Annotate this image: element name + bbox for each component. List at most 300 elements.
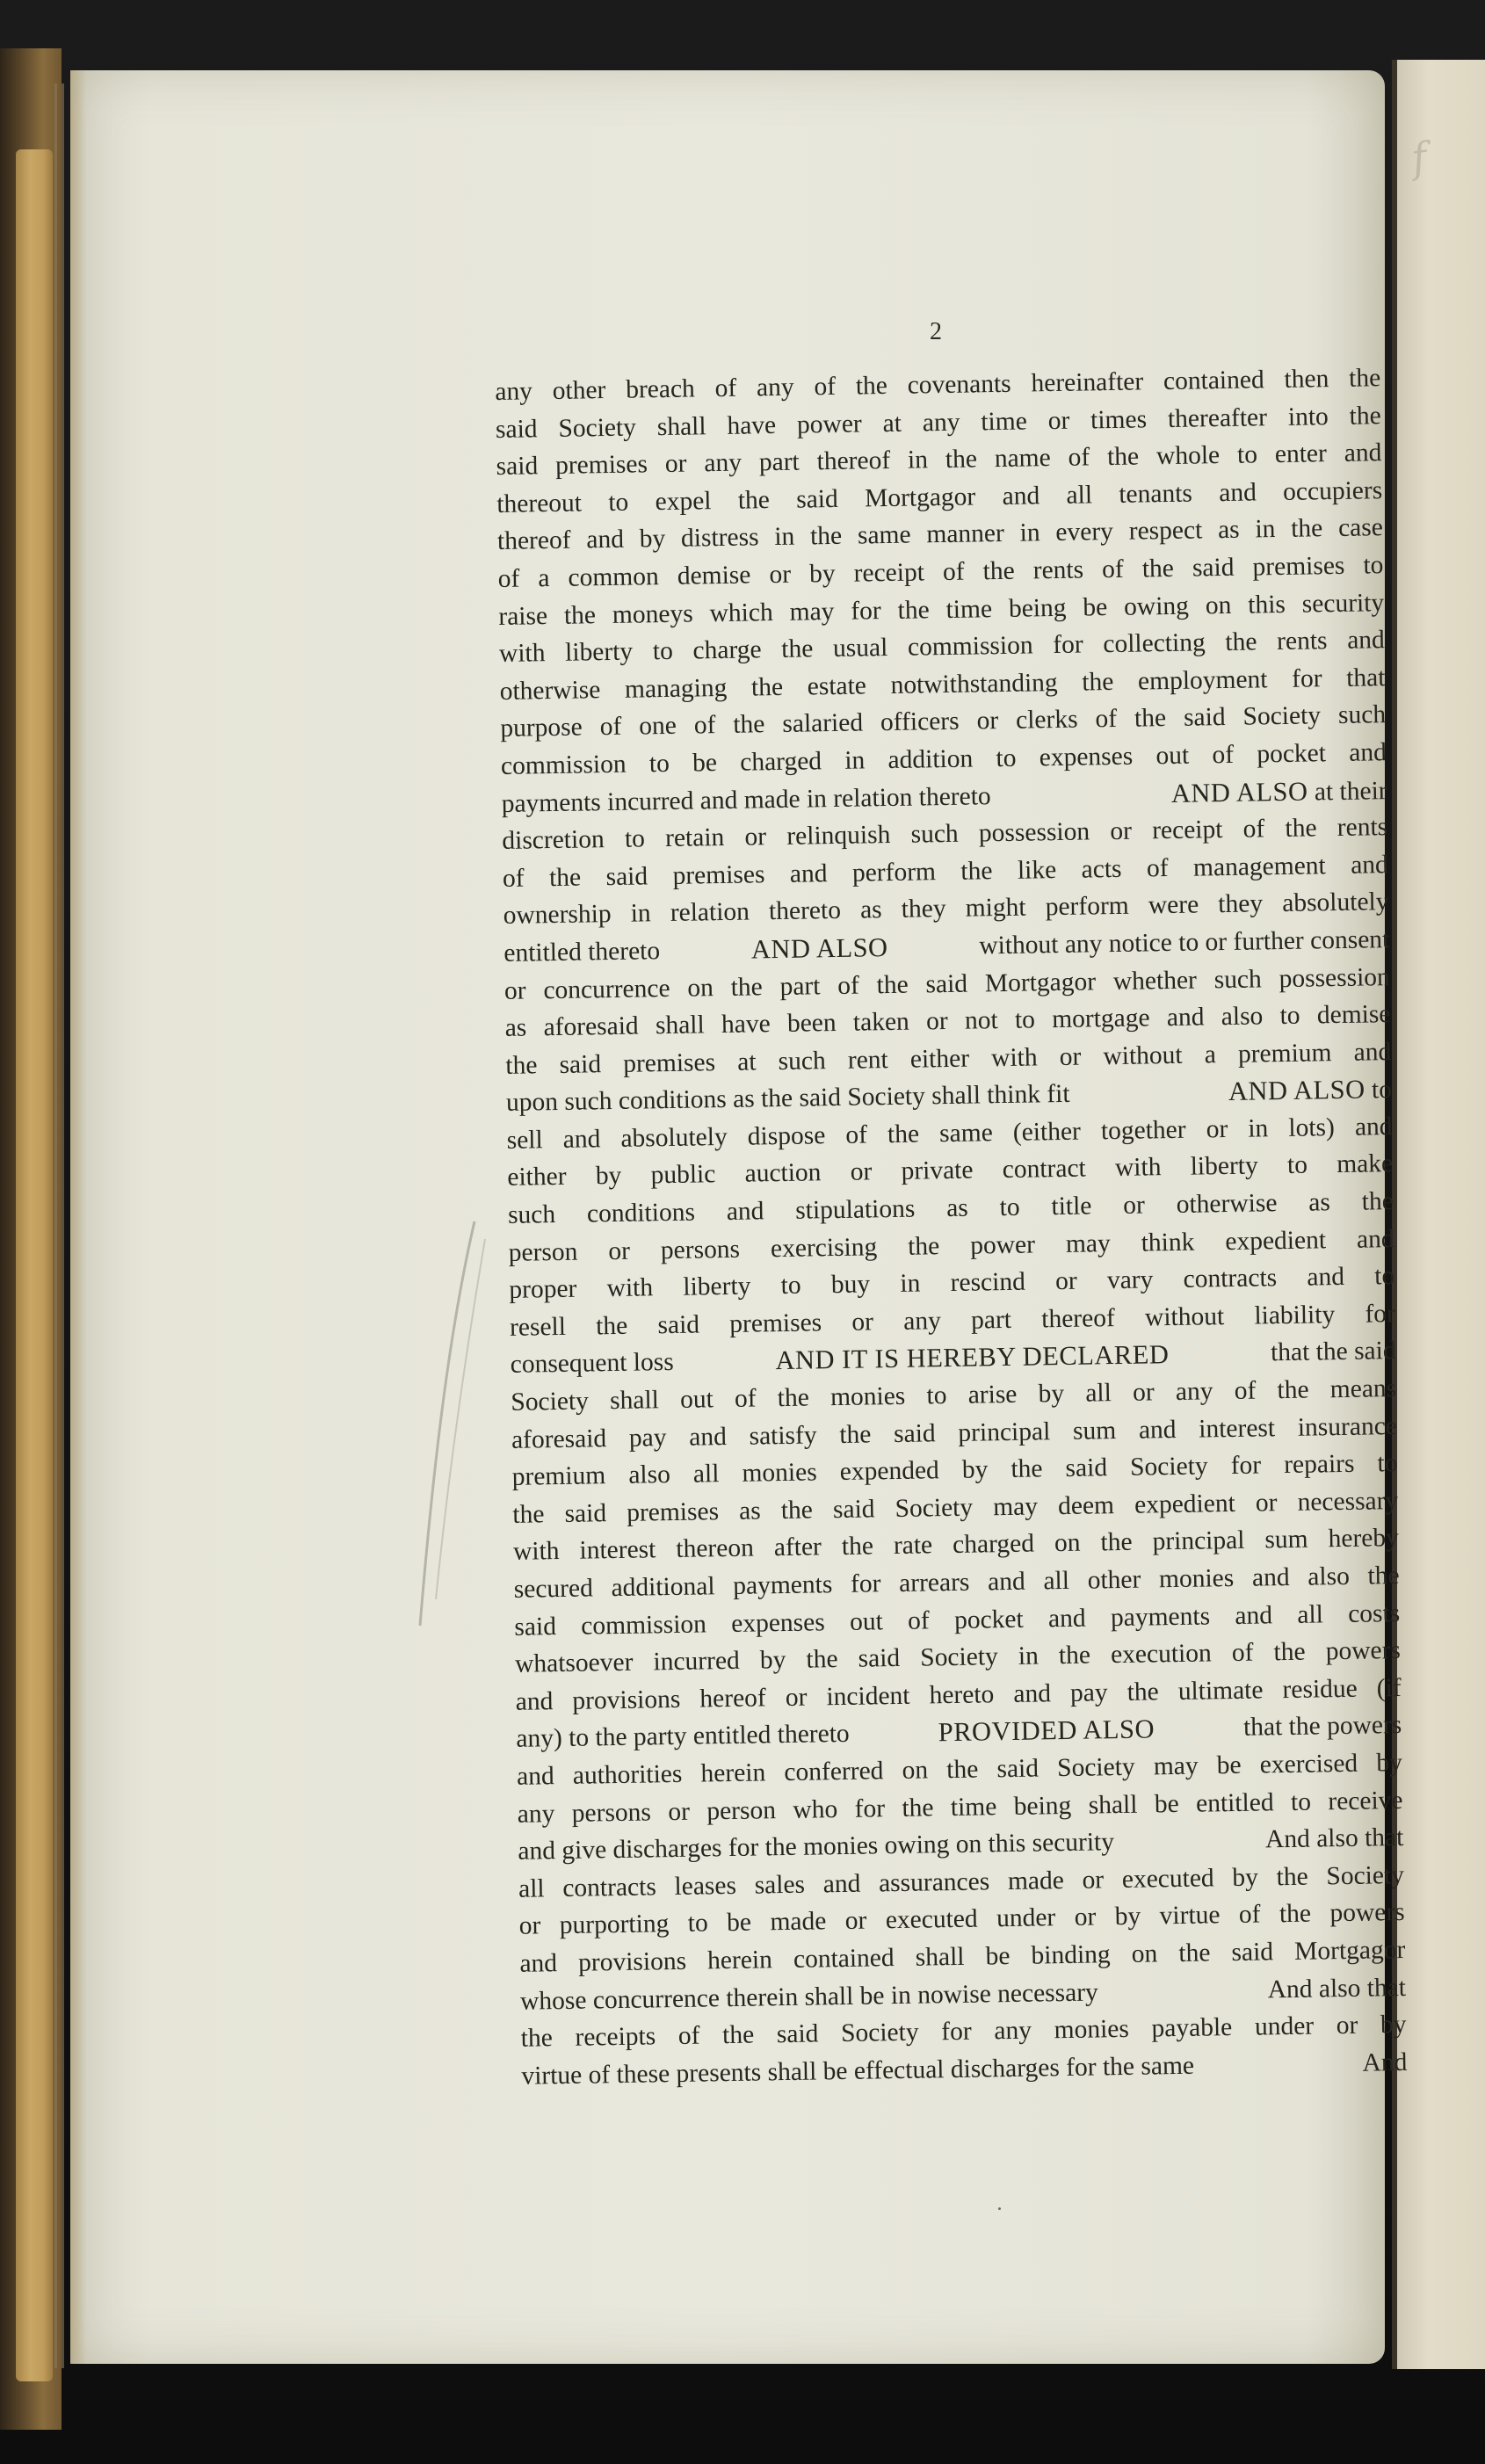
word: binding [1031, 1940, 1111, 1970]
word: out [849, 1606, 884, 1636]
word: or [1110, 816, 1133, 846]
word: aforesaid [543, 1011, 639, 1042]
word: arrears [898, 1568, 970, 1598]
word: expedient [1134, 1489, 1236, 1519]
word: relinquish [786, 821, 891, 851]
word: any [1175, 1377, 1213, 1407]
word: stipulations [795, 1194, 916, 1225]
word: the [1134, 704, 1167, 733]
word: or [1206, 1114, 1228, 1144]
word: rescind [950, 1267, 1026, 1298]
word: also [1308, 1562, 1351, 1591]
word: and [1350, 850, 1389, 880]
word: of [1242, 815, 1265, 844]
word: charged [739, 747, 822, 777]
word: payments [1110, 1601, 1211, 1632]
word: or [785, 1683, 808, 1712]
word: for [851, 596, 881, 626]
word: for [850, 1569, 881, 1598]
word: they [901, 895, 946, 924]
word: the [505, 1051, 538, 1080]
word: contained [1163, 366, 1264, 396]
word: the [897, 595, 930, 625]
word: expel [655, 486, 712, 516]
word: under [996, 1903, 1056, 1933]
word: and [1356, 1224, 1394, 1254]
word: to [1014, 1005, 1036, 1034]
word: in [1018, 1641, 1040, 1671]
word: the [809, 522, 843, 551]
word: also [1221, 1002, 1264, 1032]
page-gutter-shadow [70, 70, 86, 2364]
page-stack-edge [62, 83, 64, 2368]
word: to [1377, 1449, 1398, 1478]
word: receipt [1151, 815, 1223, 845]
word: said [564, 1498, 607, 1528]
text-segment: payments incurred and made in relation thereto [501, 781, 991, 818]
word: deem [1057, 1490, 1115, 1520]
word: for [854, 1794, 886, 1823]
word: of [1231, 1638, 1254, 1668]
text-segment: upon such conditions as the said Society shall think fit [505, 1080, 1070, 1118]
word: any [994, 2016, 1032, 2046]
word: the [876, 970, 909, 999]
word: by [1114, 1902, 1141, 1931]
word: vary [1106, 1265, 1154, 1295]
word: to [1290, 1787, 1312, 1816]
word: of [599, 713, 622, 742]
word: also [628, 1460, 671, 1489]
word: case [1337, 513, 1384, 543]
text-segment: without any notice to or further consent [979, 924, 1390, 960]
text-segment: And also that [1264, 1823, 1404, 1854]
word: notwithstanding [890, 668, 1058, 699]
word: shall [655, 1011, 705, 1040]
word: whole [1155, 441, 1221, 471]
word: and [1307, 1263, 1345, 1292]
word: additional [611, 1572, 715, 1603]
word: and [1002, 482, 1040, 511]
word: such [1213, 964, 1263, 994]
text-segment: that the powers [1242, 1711, 1402, 1743]
word: possession [1279, 962, 1391, 993]
word: thereof [816, 446, 891, 476]
word: the [1141, 554, 1175, 583]
word: every [1055, 518, 1114, 547]
word: otherwise [1176, 1189, 1278, 1219]
word: (either [1012, 1117, 1082, 1147]
word: one [639, 712, 677, 741]
word: may [992, 1492, 1039, 1522]
word: whether [1112, 966, 1198, 996]
word: relation [670, 897, 750, 928]
word: under [1254, 2011, 1315, 2041]
word: herein [706, 1946, 773, 1975]
word: name [994, 444, 1051, 474]
word: owing [1123, 591, 1190, 621]
word: been [786, 1009, 837, 1038]
word: estate [807, 671, 867, 701]
word: for [1230, 1451, 1262, 1481]
word: by [1376, 1748, 1403, 1778]
word: on [1205, 591, 1232, 620]
word: leases [674, 1871, 737, 1901]
text-segment: any) to the party entitled thereto [516, 1720, 850, 1754]
word: the [1082, 667, 1114, 697]
word: or [851, 1308, 874, 1337]
word: premises [729, 1308, 822, 1338]
word: and [1047, 1604, 1086, 1633]
word: purporting [559, 1910, 670, 1940]
word: or [976, 707, 999, 736]
word: out [1155, 741, 1190, 771]
caps-phrase: AND ALSO [1228, 1074, 1365, 1107]
word: or [925, 1007, 948, 1036]
word: the [806, 1645, 838, 1674]
word: Society [920, 1642, 999, 1672]
word: officers [880, 707, 960, 737]
word: said [657, 1310, 700, 1340]
word: expenses [730, 1607, 825, 1638]
word: and [1346, 626, 1386, 655]
word: or [850, 1157, 873, 1187]
word: said [1065, 1453, 1108, 1483]
word: by [1380, 2011, 1407, 2040]
word: for [1291, 664, 1322, 693]
word: either [507, 1163, 567, 1192]
word: or [1132, 1378, 1155, 1407]
word: the [960, 856, 993, 886]
word: or [664, 449, 687, 479]
word: pay [628, 1423, 667, 1453]
word: contracts [562, 1873, 657, 1902]
word: or [769, 560, 792, 590]
word: proper [509, 1274, 577, 1305]
word: shall [609, 1386, 660, 1416]
word: premises [672, 859, 765, 890]
word: and [1218, 478, 1257, 507]
word: moneys [612, 599, 693, 629]
word: rent [847, 1045, 888, 1075]
word: the [1100, 1528, 1133, 1557]
word: to [926, 1381, 947, 1410]
word: or [1059, 1042, 1082, 1071]
word: distress [680, 523, 759, 554]
word: of [1212, 740, 1235, 770]
word: in [1248, 1114, 1269, 1143]
word: executed [1121, 1864, 1214, 1894]
word: being [1013, 1791, 1072, 1821]
word: the [721, 2020, 755, 2050]
word: retain [664, 823, 725, 853]
word: managing [624, 673, 728, 704]
word: said [795, 484, 838, 514]
word: the [1011, 1454, 1043, 1484]
word: clerks [1015, 705, 1078, 736]
word: demise [1316, 1000, 1391, 1030]
word: in [1019, 518, 1040, 548]
word: power [969, 1230, 1036, 1260]
word: by [759, 1646, 786, 1675]
word: taken [852, 1007, 910, 1037]
word: the [1273, 1637, 1306, 1667]
word: ownership [503, 900, 612, 931]
word: or [1255, 1488, 1278, 1518]
word: same [857, 520, 911, 550]
word: of [497, 564, 520, 593]
word: shall [915, 1942, 965, 1972]
word: receipt [853, 558, 925, 588]
word: with [1114, 1153, 1162, 1183]
word: assurances [878, 1867, 990, 1898]
word: all [692, 1460, 720, 1489]
word: addition [887, 744, 974, 774]
word: that [1345, 663, 1386, 692]
word: of [814, 372, 837, 402]
word: expended [839, 1456, 940, 1487]
word: shall [656, 411, 706, 441]
word: of [1095, 705, 1118, 734]
word: same [938, 1119, 994, 1149]
word: by [1232, 1863, 1259, 1892]
word: any [756, 373, 794, 402]
word: and [1251, 1562, 1290, 1592]
word: powers [1325, 1636, 1402, 1666]
word: think [1141, 1228, 1195, 1257]
word: liability [1254, 1300, 1336, 1330]
word: liberty [564, 637, 634, 667]
word: premises [622, 1047, 716, 1078]
word: contract [1002, 1155, 1086, 1185]
word: together [1100, 1115, 1186, 1146]
word: Society [1056, 1752, 1135, 1783]
word: in [900, 1269, 921, 1299]
word: to [648, 749, 670, 779]
word: the [1276, 1862, 1308, 1891]
word: common [568, 562, 659, 592]
word: and [1354, 1112, 1393, 1141]
word: and [1353, 1037, 1392, 1067]
word: absolutely [620, 1122, 728, 1153]
word: (if [1376, 1673, 1402, 1703]
word: part [970, 1305, 1012, 1335]
word: the [1277, 1375, 1309, 1405]
word: be [726, 1908, 752, 1938]
word: the [520, 2024, 554, 2053]
word: the [945, 1755, 979, 1785]
word: expedient [1225, 1225, 1327, 1256]
word: thereof [496, 526, 571, 556]
word: occupiers [1282, 475, 1383, 506]
word: to [1363, 551, 1384, 580]
text-segment: And also that [1267, 1973, 1407, 2004]
word: incident [826, 1681, 910, 1712]
word: Society [511, 1387, 590, 1417]
word: provisions [572, 1685, 681, 1715]
ink-speck [998, 2207, 1001, 2210]
word: or [1047, 406, 1070, 435]
word: be [692, 749, 718, 778]
word: the [595, 1311, 628, 1341]
word: sum [1264, 1526, 1308, 1554]
word: of [907, 1606, 930, 1635]
word: pocket [1257, 739, 1327, 769]
word: or [1336, 2011, 1358, 2040]
word: after [773, 1533, 822, 1562]
word: being [1008, 593, 1067, 623]
word: of [942, 557, 965, 586]
word: monies [742, 1458, 817, 1488]
word: interest [1199, 1413, 1276, 1444]
word: commission [581, 1609, 707, 1641]
word: may [1153, 1751, 1199, 1781]
word: the [839, 1420, 872, 1449]
word: with [606, 1273, 654, 1303]
word: collecting [1103, 628, 1206, 659]
word: tenants [1119, 479, 1193, 509]
word: rents [1032, 555, 1084, 585]
word: the [1225, 627, 1257, 657]
word: thereof [1040, 1303, 1116, 1334]
word: by [808, 559, 836, 589]
word: in [907, 446, 929, 475]
word: other [1087, 1565, 1141, 1595]
word: which [709, 598, 773, 627]
text-segment: consequent loss [510, 1348, 674, 1380]
word: thereto [768, 896, 842, 926]
word: all [1297, 1599, 1324, 1629]
word: virtue [1159, 1901, 1221, 1931]
word: the [1361, 1187, 1394, 1216]
word: premium [511, 1461, 606, 1492]
word: commission [500, 750, 627, 780]
word: have [727, 410, 777, 440]
word: part [779, 971, 821, 1001]
word: receive [1328, 1786, 1403, 1815]
word: contracts [1183, 1264, 1278, 1294]
word: the [1285, 814, 1317, 844]
word: management [1192, 851, 1326, 882]
word: as [738, 1497, 761, 1526]
word: at [736, 1047, 757, 1076]
word: to [1286, 1151, 1308, 1180]
word: contained [793, 1944, 895, 1974]
word: as [859, 895, 882, 924]
word: mortgage [1051, 1004, 1150, 1034]
word: commission [907, 631, 1033, 662]
word: sell [506, 1126, 543, 1155]
word: salaried [782, 708, 864, 739]
word: and [822, 1869, 861, 1899]
word: perform [1045, 892, 1129, 922]
word: provisions [577, 1946, 687, 1977]
word: time [945, 594, 993, 624]
word: powers [1329, 1898, 1405, 1928]
word: and [516, 1762, 554, 1791]
word: breach [625, 374, 696, 404]
word: said [832, 1495, 875, 1524]
word: herein [700, 1758, 766, 1788]
text-segment: to [1371, 1076, 1393, 1105]
word: liberty [683, 1272, 751, 1302]
word: with [512, 1537, 560, 1567]
word: as [504, 1013, 527, 1042]
word: for [1053, 630, 1083, 660]
text-segment: and give discharges for the monies owing on this security [518, 1828, 1115, 1866]
word: then [1284, 365, 1329, 394]
word: executed [885, 1904, 978, 1935]
caps-phrase: AND IT IS HEREBY DECLARED [775, 1339, 1170, 1376]
text-segment: whose concurrence therein shall be in nowise necessary [519, 1977, 1099, 2016]
word: at [882, 409, 902, 438]
word: the [780, 1496, 814, 1525]
word: Mortgagor [984, 967, 1097, 997]
word: Mortgagor [864, 482, 976, 513]
word: the [737, 485, 771, 515]
word: persons [571, 1797, 652, 1828]
word: to [999, 1192, 1020, 1222]
word: to [652, 637, 674, 666]
word: said [893, 1418, 936, 1448]
word: and [1138, 1415, 1177, 1445]
word: Society [558, 413, 637, 443]
word: usual [832, 634, 888, 663]
word: on [687, 973, 714, 1003]
word: in [1255, 515, 1276, 544]
word: by [639, 525, 666, 554]
word: the [902, 1793, 934, 1823]
word: the [1367, 1561, 1400, 1591]
word: enter [1274, 439, 1328, 469]
word: to [1236, 440, 1258, 469]
word: principal [958, 1417, 1051, 1447]
word: as [945, 1193, 969, 1223]
caps-phrase: AND ALSO [1170, 776, 1308, 808]
word: any [517, 1799, 555, 1829]
word: have [721, 1010, 771, 1040]
word: the [1348, 364, 1381, 393]
page-number: 2 [930, 318, 942, 345]
word: receipts [575, 2022, 656, 2052]
word: concurrence [543, 974, 670, 1004]
word: principal [1152, 1526, 1245, 1556]
word: whatsoever [514, 1648, 634, 1679]
word: of [677, 2021, 700, 2051]
word: to [1373, 1262, 1395, 1291]
word: and [987, 1567, 1025, 1597]
text-segment: And [1362, 2047, 1408, 2077]
word: public [650, 1160, 716, 1190]
word: said [495, 414, 538, 444]
word: as [1308, 1188, 1331, 1217]
word: acts [1081, 854, 1122, 884]
word: time [981, 407, 1028, 436]
word: said [496, 452, 539, 482]
word: either [909, 1044, 970, 1074]
word: any [704, 448, 742, 478]
word: power [796, 409, 862, 439]
word: of [714, 373, 737, 403]
word: the [733, 710, 765, 740]
word: said [514, 1612, 557, 1641]
text-segment [1170, 772, 1387, 812]
word: of [1101, 554, 1124, 584]
word: not [964, 1006, 998, 1035]
word: like [1017, 855, 1057, 885]
word: to [687, 1909, 708, 1939]
word: demise [677, 561, 751, 591]
word: secured [513, 1574, 594, 1604]
